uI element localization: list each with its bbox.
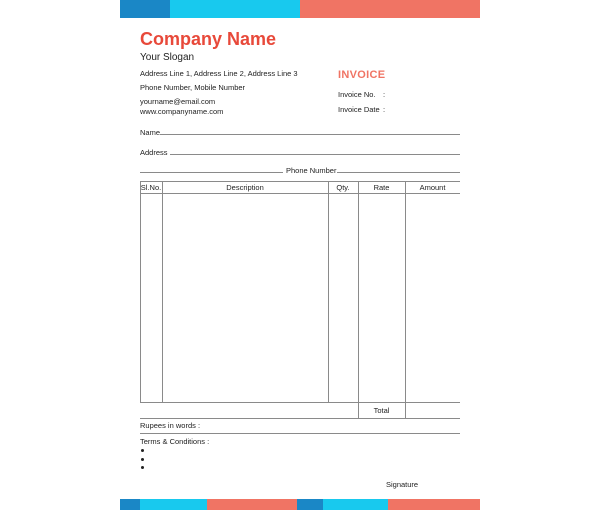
table-header-rule — [140, 193, 460, 194]
signature-label: Signature — [386, 480, 419, 489]
address-field-line[interactable] — [170, 154, 460, 155]
company-email: yourname@email.com — [140, 97, 216, 106]
bottom-stripe-coral-2 — [388, 499, 480, 510]
invoice-number-colon: : — [383, 90, 386, 99]
company-website: www.companyname.com — [140, 107, 224, 116]
top-stripe-blue — [120, 0, 170, 18]
top-color-stripe — [120, 0, 480, 18]
bottom-stripe-cyan-2 — [323, 499, 388, 510]
address-label: Address — [140, 148, 168, 157]
company-address: Address Line 1, Address Line 2, Address Line 3 — [140, 69, 298, 78]
col-divider-rate — [405, 181, 406, 418]
name-field-line[interactable] — [160, 134, 460, 135]
bottom-stripe-blue-1 — [120, 499, 140, 510]
total-label: Total — [373, 406, 390, 415]
terms-bullet-1 — [141, 449, 144, 452]
company-slogan: Your Slogan — [140, 52, 195, 63]
col-header-slno: Sl.No. — [140, 183, 162, 192]
invoice-date-row — [338, 105, 386, 114]
invoice-date-label: Invoice Date — [338, 105, 380, 114]
phone-number-field-line[interactable] — [337, 172, 460, 173]
table-left-border — [140, 181, 141, 402]
rupees-in-words-line[interactable] — [140, 433, 460, 434]
invoice-title: INVOICE — [338, 69, 386, 81]
total-row-bottom-rule — [140, 418, 460, 419]
invoice-number-label: Invoice No. — [338, 90, 376, 99]
company-name: Company Name — [140, 29, 277, 49]
col-divider-slno — [162, 181, 163, 402]
phone-number-label: Phone Number — [286, 166, 337, 175]
table-top-rule — [140, 181, 460, 182]
invoice-number-row — [338, 90, 386, 99]
rupees-in-words-label: Rupees in words : — [140, 421, 201, 430]
name-label: Name — [140, 128, 161, 137]
col-header-rate: Rate — [373, 183, 390, 192]
bottom-color-stripe — [120, 499, 480, 510]
top-stripe-coral — [300, 0, 480, 18]
col-header-description: Description — [226, 183, 264, 192]
col-divider-description — [328, 181, 329, 402]
col-header-amount: Amount — [419, 183, 446, 192]
bottom-stripe-blue-2 — [297, 499, 323, 510]
terms-bullet-2 — [141, 458, 144, 461]
terms-bullet-3 — [141, 466, 144, 469]
invoice-date-colon: : — [383, 105, 386, 114]
bottom-stripe-cyan-1 — [140, 499, 207, 510]
bottom-stripe-coral-1 — [207, 499, 297, 510]
address-line-2[interactable] — [140, 172, 283, 173]
top-stripe-cyan — [170, 0, 300, 18]
terms-label: Terms & Conditions : — [140, 437, 210, 446]
col-divider-qty — [358, 181, 359, 418]
items-table — [140, 181, 460, 418]
company-phone: Phone Number, Mobile Number — [140, 83, 246, 92]
col-header-qty: Qty. — [336, 183, 350, 192]
table-body-bottom-rule — [140, 402, 460, 403]
